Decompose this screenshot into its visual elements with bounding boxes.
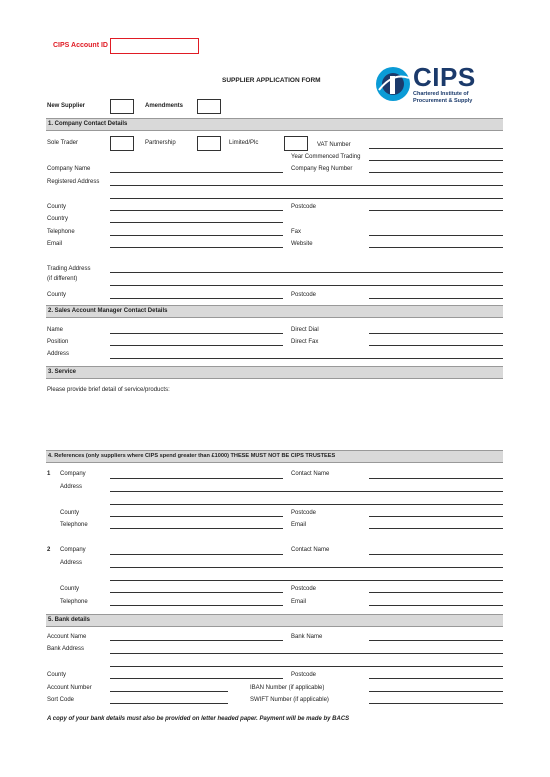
swift-field[interactable] xyxy=(369,703,503,704)
ref-1-county-field[interactable] xyxy=(110,516,283,517)
limited-checkbox[interactable] xyxy=(284,136,308,151)
bank-name-field[interactable] xyxy=(369,640,503,641)
ref-2-address-field-2[interactable] xyxy=(110,580,503,581)
fax-label: Fax xyxy=(291,229,302,235)
email-label: Email xyxy=(47,241,63,247)
company-reg-field[interactable] xyxy=(369,172,503,173)
logo-line2: Procurement & Supply xyxy=(413,98,473,104)
registered-address-field-2[interactable] xyxy=(110,198,503,199)
website-label: Website xyxy=(291,241,313,247)
cips-globe-icon xyxy=(373,64,413,104)
bank-postcode-field[interactable] xyxy=(369,678,503,679)
telephone-field[interactable] xyxy=(110,235,283,236)
ref-1-county-label: County xyxy=(60,510,80,516)
direct-fax-label: Direct Fax xyxy=(291,339,319,345)
ref-2-postcode-field[interactable] xyxy=(369,592,503,593)
registered-address-field-1[interactable] xyxy=(110,185,503,186)
section-2-header xyxy=(46,305,503,318)
section-1-title: 1. Company Contact Details xyxy=(48,121,128,127)
ref-1-contact-field[interactable] xyxy=(369,478,503,479)
ref-2-company-label: Company xyxy=(60,547,86,553)
country-label: Country xyxy=(47,216,69,222)
ref-2-telephone-label: Telephone xyxy=(60,599,88,605)
postcode-label: Postcode xyxy=(291,204,317,210)
bank-name-label: Bank Name xyxy=(291,634,323,640)
sam-name-field[interactable] xyxy=(110,333,283,334)
year-label: Year Commenced Trading xyxy=(291,154,361,160)
vat-field[interactable] xyxy=(369,148,503,149)
limited-label: Limited/Plc xyxy=(229,140,259,146)
trading-address-label: Trading Address xyxy=(47,266,91,272)
ref-1-email-label: Email xyxy=(291,522,307,528)
cips-logo xyxy=(373,60,503,110)
year-field[interactable] xyxy=(369,160,503,161)
ref-1-address-field-2[interactable] xyxy=(110,504,503,505)
bank-address-field-1[interactable] xyxy=(110,653,503,654)
sam-position-label: Position xyxy=(47,339,69,345)
ref-2-county-field[interactable] xyxy=(110,592,283,593)
service-prompt: Please provide brief detail of service/products: xyxy=(47,387,170,393)
ref-2-email-label: Email xyxy=(291,599,307,605)
ref-1-email-field[interactable] xyxy=(369,528,503,529)
ref-2-email-field[interactable] xyxy=(369,605,503,606)
ref-1-address-label: Address xyxy=(60,484,83,490)
ref-2-contact-field[interactable] xyxy=(369,554,503,555)
partnership-checkbox[interactable] xyxy=(197,136,221,151)
ref-2-company-field[interactable] xyxy=(110,554,283,555)
logo-line1: Chartered Institute of xyxy=(413,91,469,97)
footer-note: A copy of your bank details must also be provided on letter headed paper. Payment will be made by BACS xyxy=(47,716,350,722)
ref-2-number: 2 xyxy=(47,547,51,553)
iban-field[interactable] xyxy=(369,691,503,692)
sam-name-label: Name xyxy=(47,327,64,333)
section-4-header xyxy=(46,450,503,463)
vat-label: VAT Number xyxy=(317,142,351,148)
ref-1-number: 1 xyxy=(47,471,51,477)
telephone-label: Telephone xyxy=(47,229,75,235)
sam-address-label: Address xyxy=(47,351,70,357)
form-title: SUPPLIER APPLICATION FORM xyxy=(222,77,321,84)
direct-dial-field[interactable] xyxy=(369,333,503,334)
section-4-title: 4. References (only suppliers where CIPS spend greater than £1000) THESE MUST NOT BE CIPS TRUSTEES xyxy=(48,453,336,459)
if-different-label: (if different) xyxy=(47,276,78,282)
account-number-label: Account Number xyxy=(47,685,92,691)
swift-label: SWIFT Number (if applicable) xyxy=(250,697,329,703)
sole-trader-label: Sole Trader xyxy=(47,140,79,146)
account-name-label: Account Name xyxy=(47,634,87,640)
account-id-label: CIPS Account ID xyxy=(53,42,108,49)
company-name-field[interactable] xyxy=(110,172,283,173)
ref-2-contact-label: Contact Name xyxy=(291,547,330,553)
new-supplier-checkbox[interactable] xyxy=(110,99,134,114)
sole-trader-checkbox[interactable] xyxy=(110,136,134,151)
iban-label: IBAN Number (if applicable) xyxy=(250,685,325,691)
sort-code-field[interactable] xyxy=(110,703,228,704)
direct-dial-label: Direct Dial xyxy=(291,327,319,333)
company-name-label: Company Name xyxy=(47,166,91,172)
bank-address-label: Bank Address xyxy=(47,646,85,652)
ref-1-contact-label: Contact Name xyxy=(291,471,330,477)
trading-postcode-field[interactable] xyxy=(369,298,503,299)
bank-county-label: County xyxy=(47,672,67,678)
ref-2-postcode-label: Postcode xyxy=(291,586,317,592)
trading-address-field-2[interactable] xyxy=(110,285,503,286)
sam-position-field[interactable] xyxy=(110,345,283,346)
ref-1-company-label: Company xyxy=(60,471,86,477)
trading-county-label: County xyxy=(47,292,67,298)
bank-postcode-label: Postcode xyxy=(291,672,317,678)
direct-fax-field[interactable] xyxy=(369,345,503,346)
county-label: County xyxy=(47,204,67,210)
account-id-field[interactable] xyxy=(110,38,199,54)
amendments-checkbox[interactable] xyxy=(197,99,221,114)
county-field[interactable] xyxy=(110,210,283,211)
trading-postcode-label: Postcode xyxy=(291,292,317,298)
ref-2-telephone-field[interactable] xyxy=(110,605,283,606)
partnership-label: Partnership xyxy=(145,140,176,146)
section-1-header xyxy=(46,118,503,131)
fax-field[interactable] xyxy=(369,235,503,236)
logo-word: CIPS xyxy=(413,62,476,92)
section-3-header xyxy=(46,366,503,379)
new-supplier-label: New Supplier xyxy=(47,103,86,109)
ref-1-telephone-field[interactable] xyxy=(110,528,283,529)
section-3-title: 3. Service xyxy=(48,369,77,375)
ref-2-address-field-1[interactable] xyxy=(110,567,503,568)
ref-1-postcode-field[interactable] xyxy=(369,516,503,517)
website-field[interactable] xyxy=(369,247,503,248)
ref-1-postcode-label: Postcode xyxy=(291,510,317,516)
section-2-title: 2. Sales Account Manager Contact Details xyxy=(48,308,168,314)
account-name-field[interactable] xyxy=(110,640,283,641)
service-textarea[interactable] xyxy=(46,397,503,447)
amendments-label: Amendments xyxy=(145,103,184,109)
ref-1-company-field[interactable] xyxy=(110,478,283,479)
sam-address-field[interactable] xyxy=(110,358,503,359)
ref-1-address-field-1[interactable] xyxy=(110,491,503,492)
trading-address-field-1[interactable] xyxy=(110,272,503,273)
ref-1-telephone-label: Telephone xyxy=(60,522,88,528)
trading-county-field[interactable] xyxy=(110,298,283,299)
sort-code-label: Sort Code xyxy=(47,697,75,703)
account-number-field[interactable] xyxy=(110,691,228,692)
section-5-title: 5. Bank details xyxy=(48,617,91,623)
company-reg-label: Company Reg Number xyxy=(291,166,353,172)
country-field[interactable] xyxy=(110,222,283,223)
section-5-header xyxy=(46,614,503,627)
postcode-field[interactable] xyxy=(369,210,503,211)
email-field[interactable] xyxy=(110,247,283,248)
ref-2-county-label: County xyxy=(60,586,80,592)
bank-county-field[interactable] xyxy=(110,678,283,679)
bank-address-field-2[interactable] xyxy=(110,666,503,667)
ref-2-address-label: Address xyxy=(60,560,83,566)
registered-address-label: Registered Address xyxy=(47,179,100,185)
